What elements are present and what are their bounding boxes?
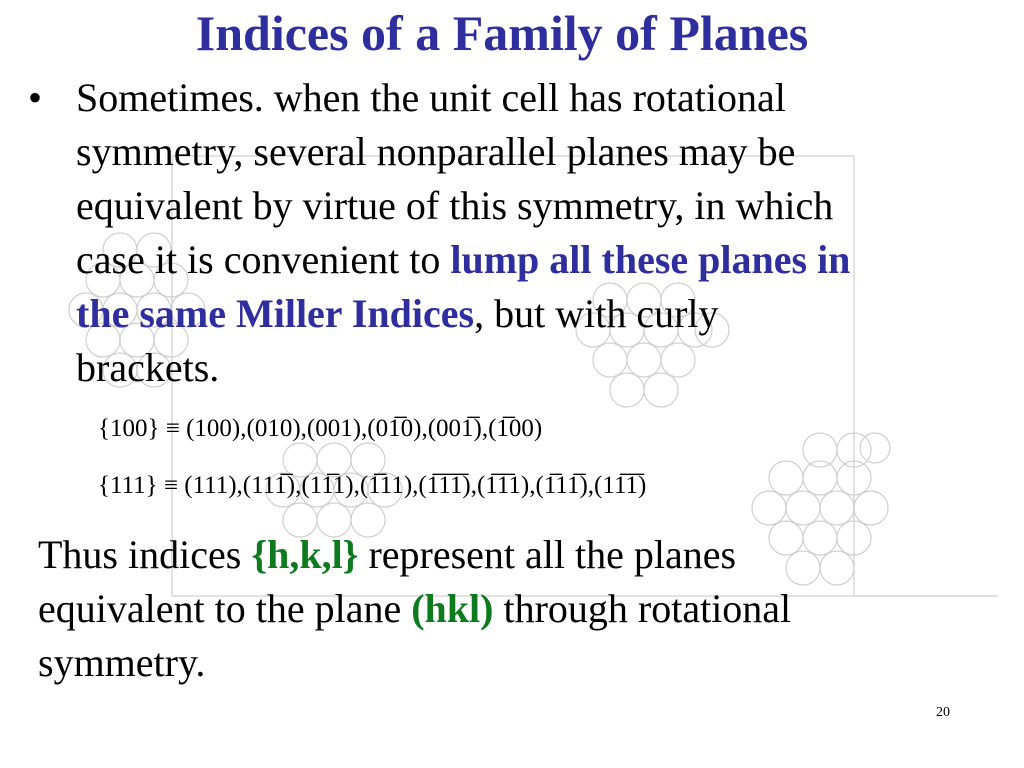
bullet-line: Sometimes. when the unit cell has rotational — [76, 75, 786, 120]
emphasis-text: the same Miller Indices — [76, 291, 475, 336]
summary-text: Thus indices — [38, 532, 252, 577]
slide-title: Indices of a Family of Planes — [195, 5, 809, 61]
summary-paragraph — [38, 528, 998, 690]
summary-line — [38, 582, 998, 636]
page-number: 20 — [936, 705, 950, 720]
bullet-marker: • — [28, 75, 43, 120]
bullet-line: brackets. — [76, 345, 220, 390]
emphasis-text: lump all these planes in — [450, 237, 851, 282]
bullet-line-text: , but with curly — [474, 291, 719, 336]
highlight-text: {h,k,l} — [251, 532, 359, 577]
bullet-line — [76, 287, 976, 341]
bullet-line: symmetry, several nonparallel planes may be — [76, 129, 796, 174]
bullet-text — [76, 71, 976, 395]
equation-family-111: {111} ≡ (111),(111̅),(11̅1),(1̅11),(1̅1̅1̅),(1̅1̅1),(1̅11̅),(11̅1̅) — [98, 472, 647, 499]
summary-text: through rotational — [493, 586, 792, 631]
summary-line — [38, 528, 998, 582]
summary-text: equivalent to the plane — [38, 586, 412, 631]
summary-line: symmetry. — [38, 640, 206, 685]
bullet-line-text: case it is convenient to — [76, 237, 451, 282]
equation-family-100: {100} ≡ (100),(010),(001),(01̅0),(001̅),(1̅00) — [98, 415, 543, 442]
summary-text: represent all the planes — [358, 532, 737, 577]
bullet-line: equivalent by virtue of this symmetry, in which — [76, 183, 834, 228]
highlight-text: (hkl) — [411, 586, 494, 631]
bullet-line — [76, 233, 976, 287]
